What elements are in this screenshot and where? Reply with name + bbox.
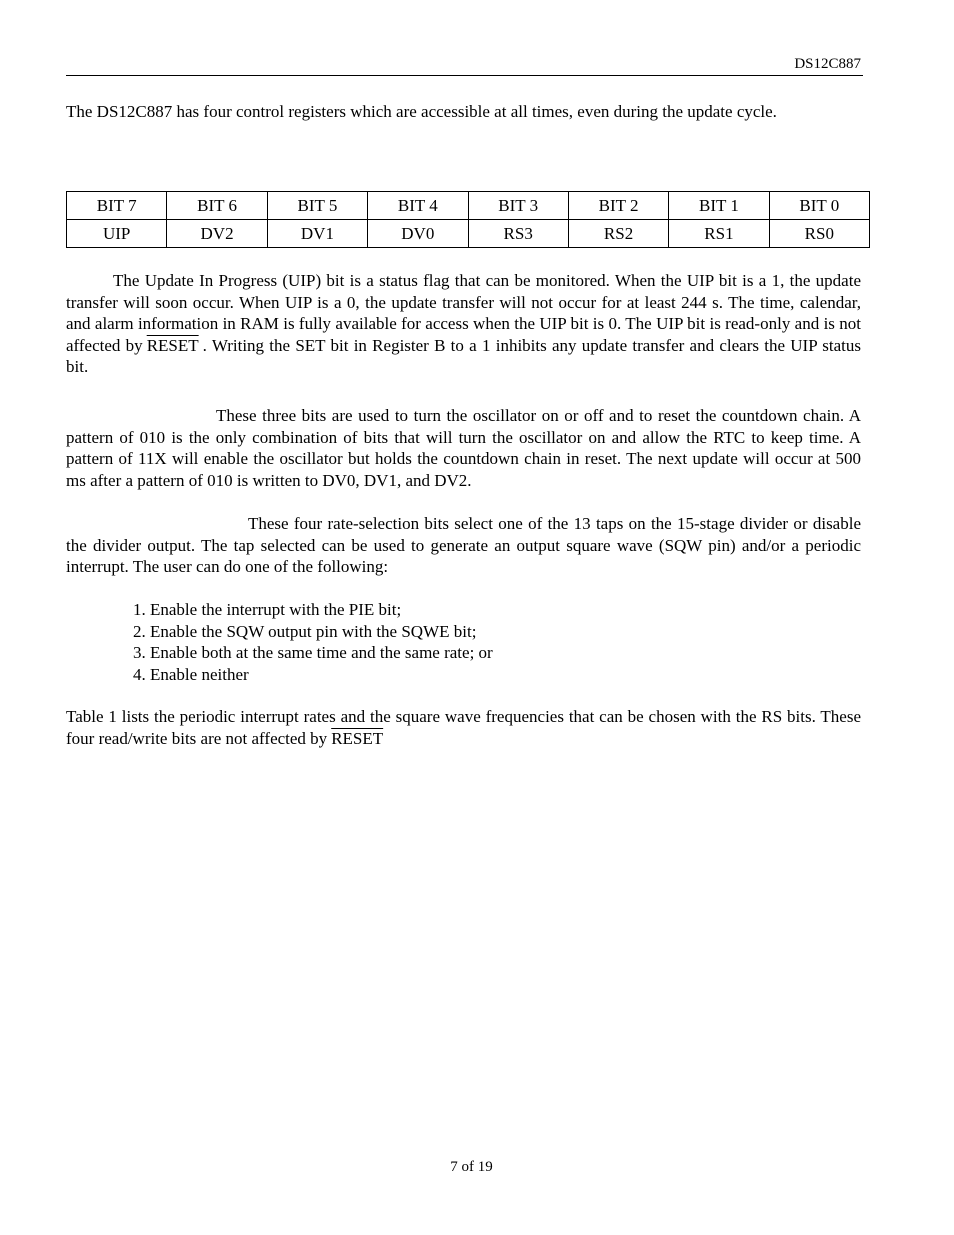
table-cell: RS2: [568, 220, 668, 248]
uip-paragraph: [66, 270, 861, 378]
table1-text: Table 1 lists the periodic interrupt rates and the square wave frequencies that can be chosen with the RS bits. These four read/write bits are not affected by: [66, 707, 861, 748]
page-number: 7 of 19: [450, 1159, 493, 1175]
dv-paragraph: [66, 405, 861, 491]
table1-paragraph: [66, 706, 861, 750]
table-cell: UIP: [67, 220, 167, 248]
list-item: 3. Enable both at the same time and the same rate; or: [150, 642, 493, 664]
bit-name-row: [67, 220, 870, 248]
table-cell: BIT 1: [669, 192, 769, 220]
table-cell: BIT 3: [468, 192, 568, 220]
document-id: DS12C887: [794, 56, 861, 72]
table-cell: DV2: [167, 220, 267, 248]
list-item: 1. Enable the interrupt with the PIE bit;: [150, 599, 493, 621]
table-cell: BIT 4: [368, 192, 468, 220]
table-cell: BIT 7: [67, 192, 167, 220]
dv-text: These three bits are used to turn the oscillator on or off and to reset the countdown chain. A pattern of 010 is the only combination of bits that will turn the oscillator on and allow the RTC to keep time. A pattern of 11X will enable the oscillator but holds the countdown chain in reset. The next update will occur at 500 ms after a pattern of 010 is written to DV0, DV1, and DV2.: [66, 406, 861, 490]
reset-signal: RESET: [146, 335, 199, 355]
bit-number-row: [67, 192, 870, 220]
list-item: 2. Enable the SQW output pin with the SQWE bit;: [150, 621, 493, 643]
table-cell: BIT 2: [568, 192, 668, 220]
rs-paragraph: [66, 513, 861, 578]
table-cell: BIT 6: [167, 192, 267, 220]
reset-signal: RESET: [331, 729, 384, 748]
table-cell: RS1: [669, 220, 769, 248]
uip-text-part2: . Writing the SET bit in Register B to a 1 inhibits any update transfer and clears the UIP status bit.: [66, 335, 862, 376]
table-cell: BIT 0: [769, 192, 869, 220]
uip-text-part1: The Update In Progress (UIP) bit is a status flag that can be monitored. When the UIP bit is a 1, the update transfer will soon occur. When UIP is a 0, the update transfer will not occur for at least 244 s. The time, calendar, and alarm information in RAM is fully available for access when the UIP bit is 0. The UIP bit is read-only and is not affected by: [66, 271, 861, 355]
table-cell: RS3: [468, 220, 568, 248]
intro-paragraph: The DS12C887 has four control registers which are accessible at all times, even during the update cycle.: [66, 102, 777, 121]
register-a-table: [66, 191, 870, 248]
options-list: [84, 599, 493, 685]
header-divider: [66, 75, 863, 76]
table-cell: RS0: [769, 220, 869, 248]
table-cell: DV1: [267, 220, 367, 248]
table-cell: BIT 5: [267, 192, 367, 220]
rs-text: These four rate-selection bits select one of the 13 taps on the 15-stage divider or disable the divider output. The tap selected can be used to generate an output square wave (SQW pin) and/or a periodic interrupt. The user can do one of the following:: [66, 514, 861, 576]
table-cell: DV0: [368, 220, 468, 248]
list-item: 4. Enable neither: [150, 664, 493, 686]
